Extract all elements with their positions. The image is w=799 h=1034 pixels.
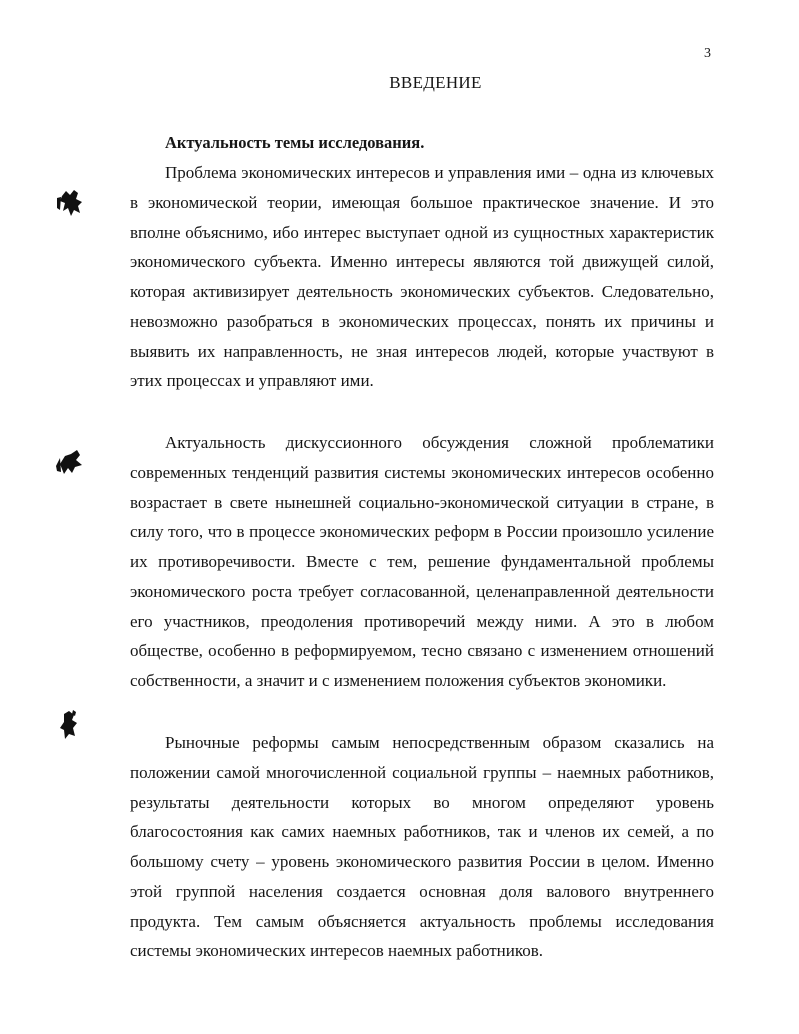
paragraph: Рыночные реформы самым непосредственным образом сказались на положении самой многочисленной социальной группы – наемных работников, результаты деятельности которых во многом определяют уровень благосостояния как самих наемных работников, так и членов их семей, а по большому счету – уровень экономического развития России в целом. Именно этой группой населения создается основная доля валового внутреннего продукта. Тем самым объясняется актуальность проблемы исследования системы экономических интересов наемных работников. bbox=[130, 733, 714, 961]
page-number: 3 bbox=[704, 46, 711, 61]
binding-mark-icon bbox=[52, 706, 92, 746]
binding-mark-icon bbox=[52, 446, 92, 480]
binding-mark-icon bbox=[52, 186, 92, 220]
paragraph: Актуальность дискуссионного обсуждения сложной проблематики современных тенденций развития системы экономических интересов особенно возрастает в свете нынешней социально-экономической ситуации в стране, в силу того, что в процессе экономических реформ в России произошло усиление их противоречивости. Вместе с тем, решение фундаментальной проблемы экономического роста требует согласованной, целенаправленной деятельности его участников, преодоления противоречий между ними. А это в любом обществе, особенно в реформируемом, тесно связано с изменением отношений собственности, а значит и с изменением положения субъектов экономики. bbox=[130, 433, 714, 690]
page-title: ВВЕДЕНИЕ bbox=[389, 73, 482, 92]
paragraph: Проблема экономических интересов и управления ими – одна из ключевых в экономической теории, имеющая большое практическое значение. И это вполне объяснимо, ибо интерес выступает одной из сущностных характеристик экономического субъекта. Именно интересы являются той движущей силой, которая активизирует деятельность экономических субъектов. Следовательно, невозможно разобраться в экономических процессах, понять их причины и выявить их направленность, не зная интересов людей, которые участвуют в этих процессах и управляют ими. bbox=[130, 163, 714, 391]
section-subheading: Актуальность темы исследования. bbox=[165, 133, 425, 152]
